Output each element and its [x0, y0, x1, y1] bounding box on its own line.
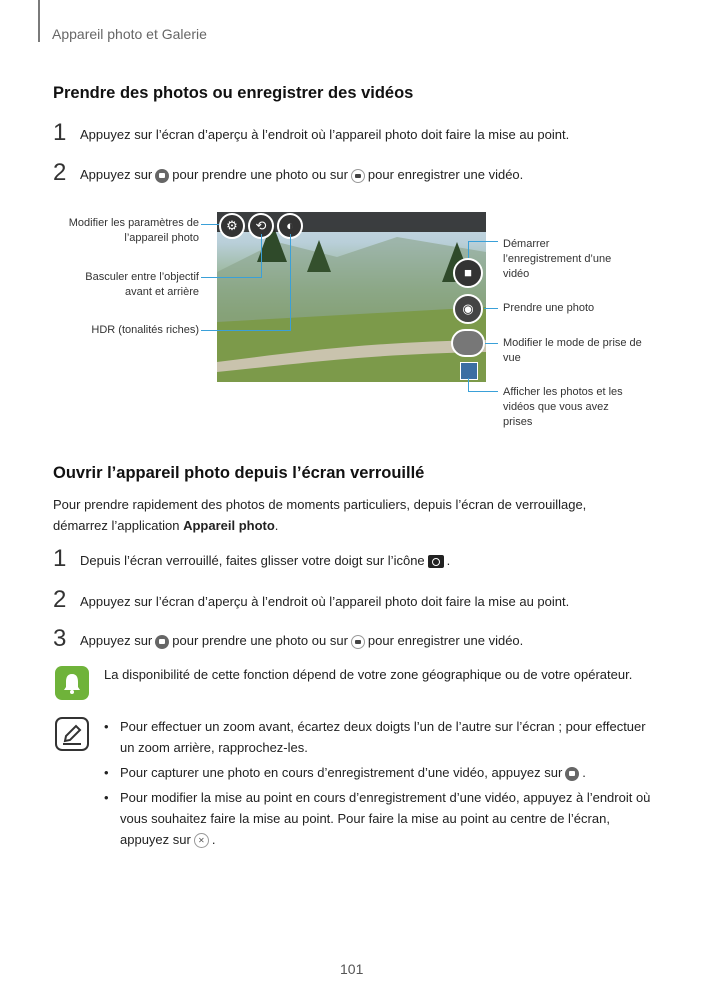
leader-line: [261, 234, 262, 278]
step-text: Depuis l’écran verrouillé, faites glisser votre doigt sur l’icône .: [80, 553, 451, 568]
bullet-dot: •: [104, 719, 109, 734]
callout-photo: Prendre une photo: [503, 302, 595, 314]
step-number: 2: [53, 586, 67, 613]
step-number: 1: [53, 119, 67, 146]
step-number: 3: [53, 625, 67, 652]
bell-icon: [55, 666, 89, 700]
leader-line: [468, 391, 498, 392]
settings-icon[interactable]: ⚙: [219, 213, 245, 239]
leader-line: [485, 343, 498, 344]
take-photo-button[interactable]: ◉: [453, 294, 483, 324]
step-text: Appuyez sur l’écran d’aperçu à l’endroit où l’appareil photo doit faire la mise au point.: [80, 594, 570, 609]
camera-shutter-icon: [565, 767, 579, 781]
camera-icon: [428, 555, 444, 568]
focus-icon: [194, 833, 209, 848]
record-video-icon: [351, 635, 365, 649]
record-video-icon: [351, 169, 365, 183]
pencil-note-icon: [55, 717, 89, 751]
chapter-title: Appareil photo et Galerie: [52, 26, 207, 42]
availability-note: La disponibilité de cette fonction dépend de votre zone géographique ou de votre opérateur.: [104, 667, 633, 682]
callout-record: Démarrer l’enregistrement d’une vidéo: [503, 238, 612, 280]
switch-camera-icon[interactable]: ⟲: [248, 213, 274, 239]
camera-shutter-icon: [155, 635, 169, 649]
bullet-dot: •: [104, 790, 109, 805]
leader-line: [201, 224, 219, 225]
shooting-mode-button[interactable]: [451, 329, 485, 357]
step-text: Appuyez sur pour prendre une photo ou sur pour enregistrer une vidéo.: [80, 167, 524, 182]
callout-switch-camera: Basculer entre l’objectif avant et arrière: [85, 271, 199, 298]
step-text: Appuyez sur l’écran d’aperçu à l’endroit où l’appareil photo doit faire la mise au point.: [80, 127, 570, 142]
header-rule: [38, 0, 40, 42]
gallery-thumbnail[interactable]: [460, 362, 478, 380]
callout-mode: Modifier le mode de prise de vue: [503, 337, 642, 364]
leader-line: [468, 241, 469, 258]
tip-zoom: Pour effectuer un zoom avant, écartez deux doigts l’un de l’autre sur l’écran ; pour effectuer un zoom arrière, rapprochez-les.: [120, 719, 646, 755]
step-number: 2: [53, 159, 67, 186]
tip-capture-photo: Pour capturer une photo en cours d’enregistrement d’une vidéo, appuyez sur .: [120, 765, 586, 780]
callout-settings: Modifier les paramètres de l’appareil photo: [68, 217, 199, 244]
step-text: Appuyez sur pour prendre une photo ou sur pour enregistrer une vidéo.: [80, 633, 524, 648]
section-title-take-photos: Prendre des photos ou enregistrer des vidéos: [53, 84, 414, 102]
record-video-button[interactable]: ■: [453, 258, 483, 288]
callout-hdr: HDR (tonalités riches): [91, 324, 199, 336]
bullet-dot: •: [104, 765, 109, 780]
leader-line: [290, 234, 291, 331]
camera-shutter-icon: [155, 169, 169, 183]
leader-line: [484, 308, 498, 309]
section-title-lock-screen: Ouvrir l’appareil photo depuis l’écran verrouillé: [53, 464, 425, 482]
leader-line: [468, 378, 469, 392]
step-number: 1: [53, 545, 67, 572]
hdr-icon[interactable]: ◐: [277, 213, 303, 239]
leader-line: [468, 241, 498, 242]
app-name: Appareil photo: [183, 518, 275, 533]
leader-line: [201, 277, 261, 278]
callout-gallery: Afficher les photos et les vidéos que vous avez prises: [503, 386, 623, 428]
tip-focus: Pour modifier la mise au point en cours d’enregistrement d’une vidéo, appuyez à l’endroit où vous souhaitez faire la mise au point. Pour faire la mise au point au centre de l’écran, appuyez sur✕ .: [120, 787, 653, 850]
section-intro: Pour prendre rapidement des photos de moments particuliers, depuis l’écran de verrouillage, démarrez l’application Appareil photo.: [53, 497, 587, 533]
page-number: 101: [340, 961, 364, 977]
leader-line: [201, 330, 291, 331]
